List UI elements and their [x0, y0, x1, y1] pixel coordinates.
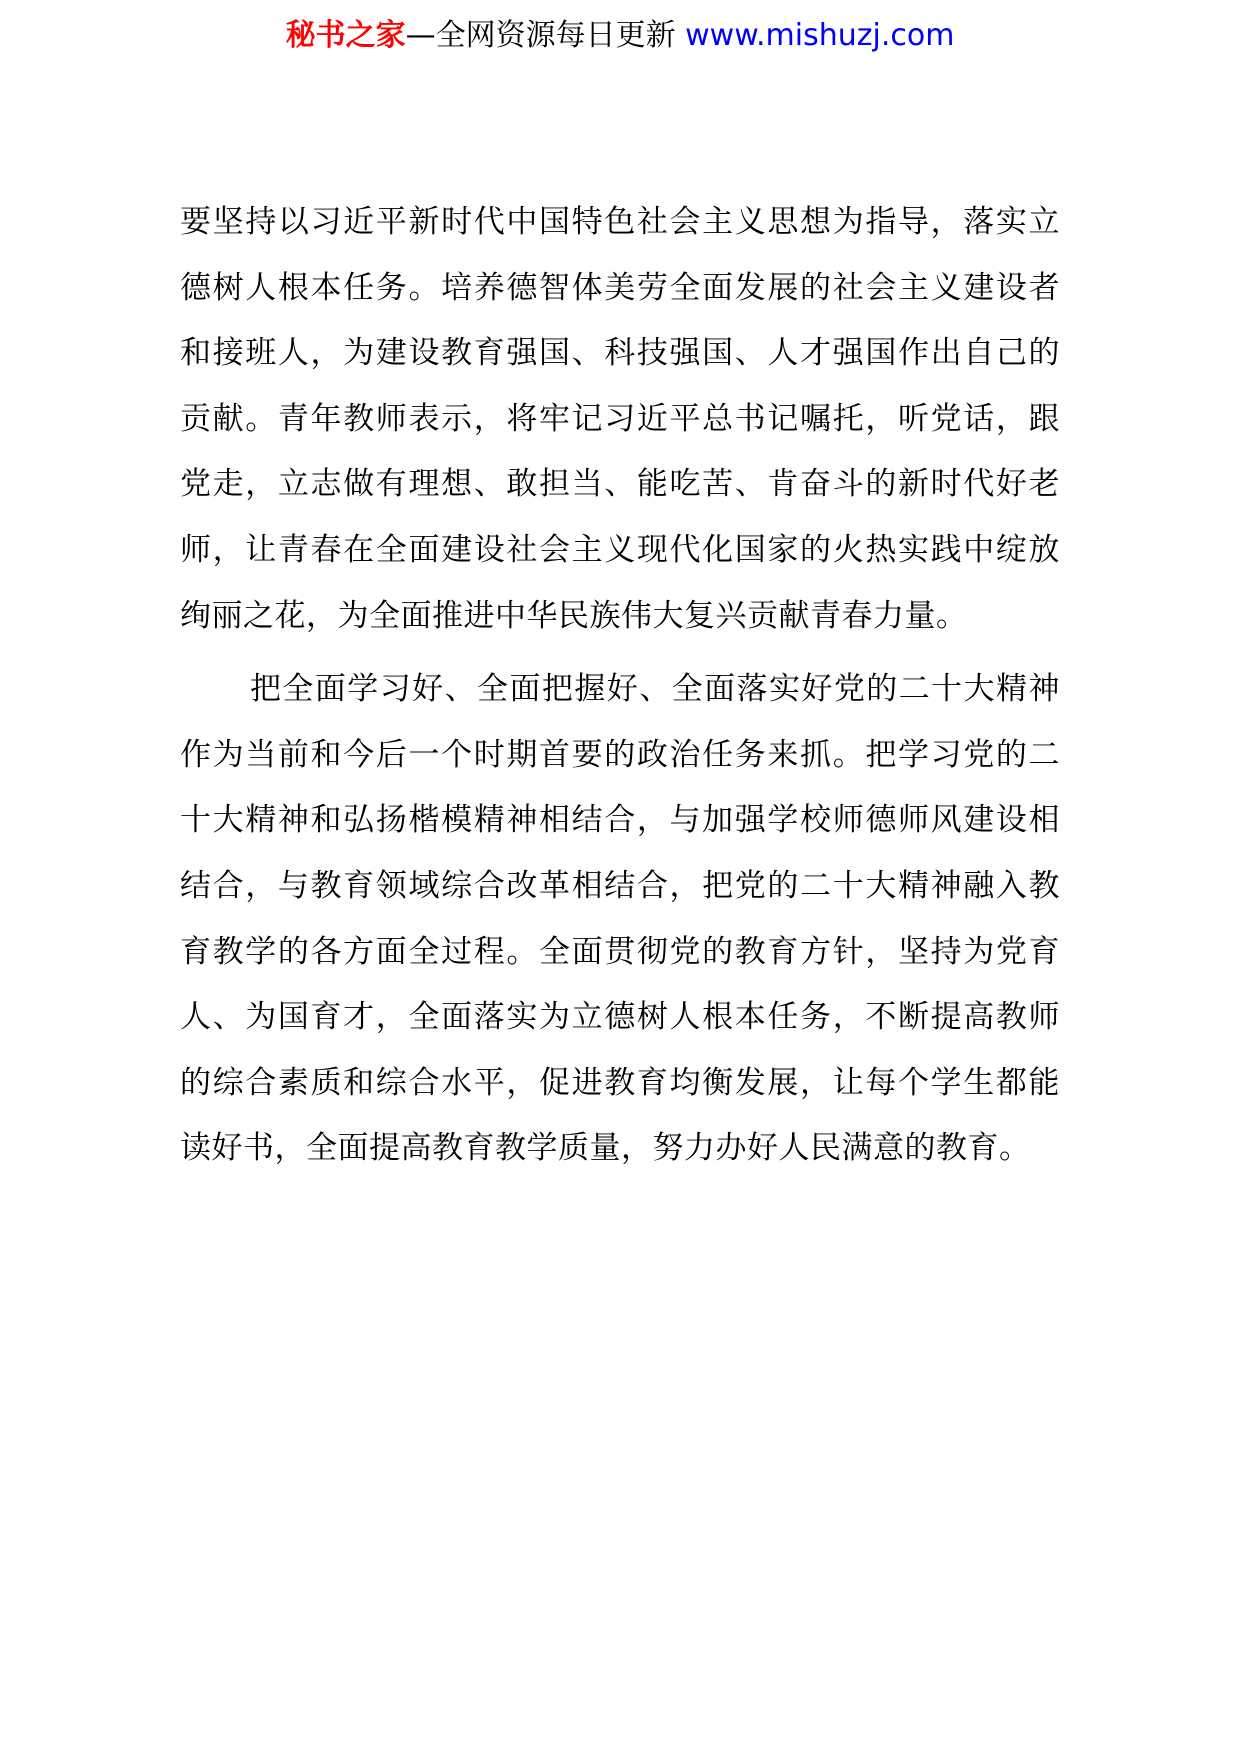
site-url-link[interactable]: www.mishuzj.com — [685, 18, 955, 53]
site-brand: 秘书之家 — [285, 18, 406, 53]
body-paragraph: 要坚持以习近平新时代中国特色社会主义思想为指导，落实立德树人根本任务。培养德智体美劳全面发展的社会主义建设者和接班人，为建设教育强国、科技强国、人才强国作出自己的贡献。青年教师表示，将牢记习近平总书记嘱托，听党话，跟党走，立志做有理想、敢担当、能吃苦、肯奋斗的新时代好老师，让青春在全面建设社会主义现代化国家的火热实践中绽放绚丽之花，为全面推进中华民族伟大复兴贡献青春力量。 — [180, 204, 1060, 634]
page-header — [0, 14, 1240, 58]
site-tagline: —全网资源每日更新 — [405, 18, 686, 53]
body-paragraph: 把全面学习好、全面把握好、全面落实好党的二十大精神作为当前和今后一个时期首要的政治任务来抓。把学习党的二十大精神和弘扬楷模精神相结合，与加强学校师德师风建设相结合，与教育领域综合改革相结合，把党的二十大精神融入教育教学的各方面全过程。全面贯彻党的教育方针，坚持为党育人、为国育才，全面落实为立德树人根本任务，不断提高教师的综合素质和综合水平，促进教育均衡发展，让每个学生都能读好书，全面提高教育教学质量，努力办好人民满意的教育。 — [180, 671, 1060, 1167]
document-body — [180, 190, 1060, 1190]
